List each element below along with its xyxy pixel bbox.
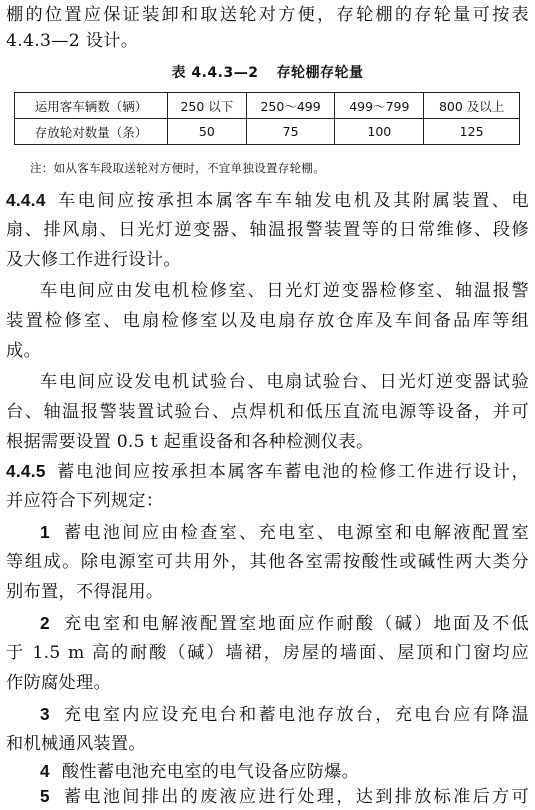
item-1-line-2: 等组成。除电源室可共用外，其他各室需按酸性或碱性两大类分 (6, 552, 529, 572)
table-note: 注：如从客车段取送轮对方便时，不宜单独设置存轮棚。 (30, 161, 325, 175)
item-text: 充电室内应设充电台和蓄电池存放台，充电台应有降温 (61, 705, 529, 725)
item-text: 蓄电池间排出的废液应进行处理，达到排放标准后方可 (61, 787, 529, 807)
item-number: 1 (40, 522, 50, 542)
item-number: 5 (40, 786, 50, 806)
item-text: 酸性蓄电池充电室的电气设备应防爆。 (61, 762, 360, 782)
item-4-line-1 (40, 760, 529, 783)
table-cell: 100 (335, 119, 424, 145)
table-caption (0, 62, 535, 82)
intro-line-1: 棚的位置应保证装卸和取送轮对方便，存轮棚的存轮量可按表 (6, 5, 529, 25)
clause-444-p2-line-2: 装置检修室、电扇检修室以及电扇存放仓库及车间备品库等组 (6, 311, 529, 331)
item-number: 3 (40, 704, 50, 724)
wheelset-storage-table (14, 92, 520, 145)
item-2-line-1 (40, 612, 529, 635)
item-1-line-1 (40, 521, 529, 544)
clause-text: 车电间应按承担本属客车车轴发电机及其附属装置、电 (55, 191, 529, 211)
item-number: 2 (40, 613, 50, 633)
clause-444-line-2: 扇、排风扇、日光灯逆变器、轴温报警装置等的日常维修、段修 (6, 220, 529, 240)
clause-445-line-1 (6, 460, 529, 483)
item-1-line-3: 别布置，不得混用。 (6, 582, 164, 602)
item-2-line-2: 于 1.5 m 高的耐酸（碱）墙裙，房屋的墙面、屋顶和门窗均应 (6, 643, 529, 663)
table-cell: 250～499 (246, 93, 335, 119)
item-number: 4 (40, 761, 50, 781)
clause-444-p2-line-1: 车电间应由发电机检修室、日光灯逆变器检修室、轴温报警 (40, 281, 529, 301)
clause-text: 蓄电池间应按承担本属客车蓄电池的检修工作进行设计， (55, 462, 529, 482)
clause-number: 4.4.5 (6, 461, 46, 481)
clause-444-p3-line-3: 根据需要设置 0.5 t 起重设备和各种检测仪表。 (6, 432, 374, 452)
intro-line-2: 4.4.3—2 设计。 (6, 31, 139, 51)
clause-444-line-1 (6, 189, 529, 212)
clause-444-p2-line-3: 成。 (6, 341, 41, 361)
item-text: 充电室和电解液配置室地面应作耐酸（碱）地面及不低 (61, 614, 529, 634)
table-cell: 50 (168, 119, 247, 145)
clause-444-p3-line-1: 车电间应设发电机试验台、电扇试验台、日光灯逆变器试验 (40, 372, 529, 392)
clause-444-line-3: 及大修工作进行设计。 (6, 250, 181, 270)
clause-444-p3-line-2: 台、轴温报警装置试验台、点焊机和低压直流电源等设备，并可 (6, 402, 529, 422)
table-label: 表 4.4.3—2 (171, 65, 259, 81)
table-row (15, 93, 520, 119)
table-cell: 125 (424, 119, 520, 145)
item-3-line-2: 和机械通风装置。 (6, 734, 146, 754)
table-row (15, 119, 520, 145)
item-2-line-3: 作防腐处理。 (6, 673, 111, 693)
clause-445-line-2: 并应符合下列规定： (6, 491, 164, 511)
row-header-wheelset-count: 存放轮对数量（条） (15, 119, 168, 145)
clause-number: 4.4.4 (6, 190, 46, 210)
item-text: 蓄电池间应由检查室、充电室、电源室和电解液配置室 (61, 523, 529, 543)
table-cell: 800 及以上 (424, 93, 520, 119)
table-title: 存轮棚存轮量 (276, 65, 364, 81)
item-3-line-1 (40, 703, 529, 726)
item-5-line-1 (40, 785, 529, 807)
table-cell: 250 以下 (168, 93, 247, 119)
table-cell: 499～799 (335, 93, 424, 119)
row-header-vehicle-count: 运用客车辆数（辆） (15, 93, 168, 119)
table-cell: 75 (246, 119, 335, 145)
